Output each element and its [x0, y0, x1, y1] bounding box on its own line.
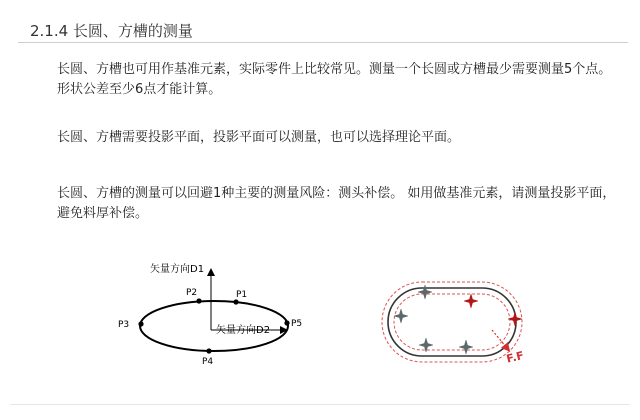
star-marker-top-left [418, 285, 432, 299]
point-p4-label: P4 [202, 357, 214, 367]
left-slot-diagram [118, 262, 302, 367]
right-slot-diagram [382, 282, 525, 366]
paragraph-1-line-2: 形状公差至少6点才能计算。 [57, 82, 222, 97]
point-p1-marker [233, 299, 238, 304]
ff-label: F.F [505, 348, 526, 366]
star-marker-bottom-right [459, 340, 473, 354]
section-title: 2.1.4 长圆、方槽的测量 [30, 22, 193, 40]
page-bottom-rule [10, 404, 630, 405]
vector-d2-label: 矢量方向D2 [216, 325, 271, 336]
point-p1-label: P1 [236, 290, 248, 300]
point-p5-label: P5 [291, 319, 303, 329]
vector-d1-label: 矢量方向D1 [150, 264, 205, 275]
point-p3-label: P3 [118, 320, 130, 330]
inner-offset-dashed [394, 294, 510, 350]
point-p5-marker [284, 320, 289, 325]
point-p3-marker [138, 321, 143, 326]
point-p4-marker [206, 348, 211, 353]
paragraph-3-line-1: 长圆、方槽的测量可以回避1种主要的测量风险：测头补偿。 如用做基准元素，请测量投影平面， [57, 186, 616, 201]
star-marker-bottom-left [419, 338, 433, 352]
paragraph-2-line-1: 长圆、方槽需要投影平面，投影平面可以测量，也可以选择理论平面。 [57, 130, 461, 145]
point-p2-marker [196, 298, 201, 303]
paragraph-3-line-2: 避免料厚补偿。 [57, 206, 149, 221]
star-marker-top-right [464, 294, 478, 308]
paragraph-1-line-1: 长圆、方槽也可用作基准元素，实际零件上比较常见。测量一个长圆或方槽最少需要测量5个点。 [57, 62, 612, 77]
point-p2-label: P2 [186, 288, 198, 298]
